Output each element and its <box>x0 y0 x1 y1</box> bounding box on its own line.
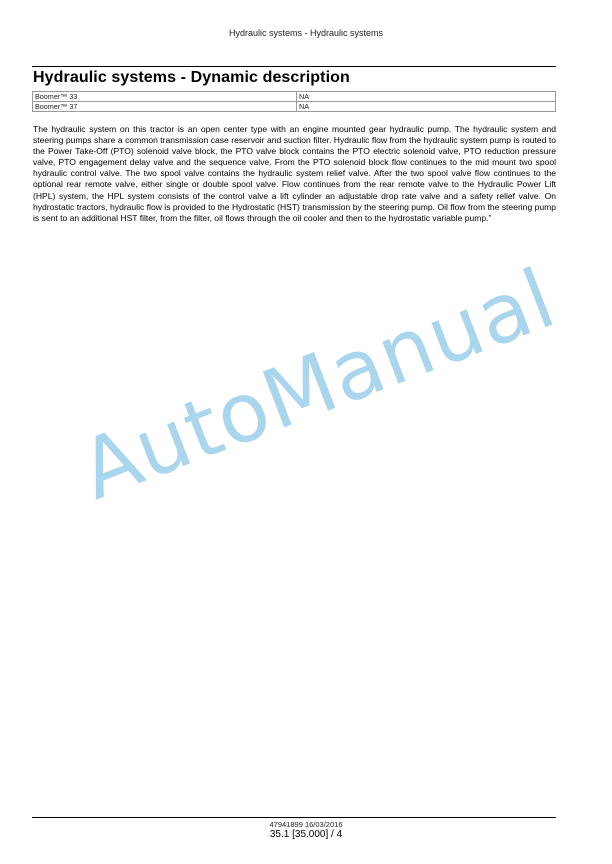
applicability-row <box>33 92 556 102</box>
applicability-table <box>32 91 556 112</box>
model-applicability-value: NA <box>297 102 556 112</box>
footer-page-number: 35.1 [35.000] / 4 <box>269 829 343 840</box>
watermark-logo: AutoManual <box>68 251 568 519</box>
description-paragraph: The hydraulic system on this tractor is an open center type with an engine mounted gear hydraulic pump. The hydraulic system and steering pumps share a common transmission case reservoir and suction filter. Hydraulic flow from the hydraulic system pump is routed to the Power Take-Off (PTO) solenoid valve block, the PTO valve block contains the PTO electric solenoid valve, PTO reduction pressure valve, PTO engagement delay valve and the sequence valve. From the PTO solenoid block flow continues to the mid mount two spool hydraulic control valve. The two spool valve contains the hydraulic system relief valve. After the two spool valve flow continues to the optional rear remote valve, either single or double spool valve. Flow continues from the rear remote valve to the Hydraulic Power Lift (HPL) system, the HPL system consists of the control valve a lift cylinder an adjustable drop rate valve and a safety relief valve. On hydrostatic tractors, hydraulic flow is provided to the Hydrostatic (HST) transmission by the steering pump. Oil flow from the steering pump is sent to an additional HST filter, from the filter, oil flows through the oil cooler and then to the hydrostatic variable pump.” <box>33 124 556 223</box>
section-title: Hydraulic systems - Dynamic description <box>33 69 350 86</box>
footer-divider <box>32 817 556 818</box>
title-divider <box>32 66 556 67</box>
running-header: Hydraulic systems - Hydraulic systems <box>228 28 384 38</box>
applicability-row <box>33 102 556 112</box>
model-name: Boomer™ 37 <box>33 102 297 112</box>
model-name: Boomer™ 33 <box>33 92 297 102</box>
footer-document-id: 47941899 16/03/2016 <box>269 820 343 829</box>
model-applicability-value: NA <box>297 92 556 102</box>
